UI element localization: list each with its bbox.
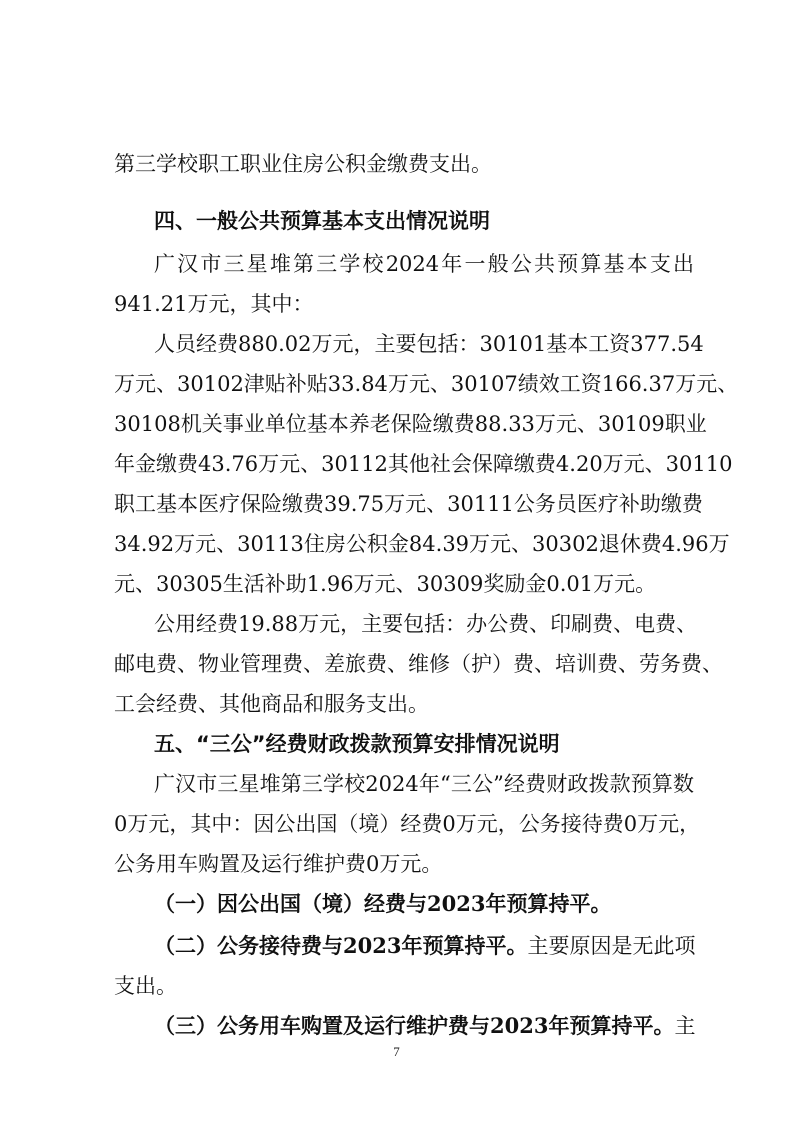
paragraph-line: 万元、30102津贴补贴33.84万元、30107绩效工资166.37万元、: [114, 372, 739, 396]
paragraph-line: 第三学校职工职业住房公积金缴费支出。: [114, 152, 492, 176]
paragraph-line: 人员经费880.02万元，主要包括：30101基本工资377.54: [154, 332, 704, 356]
paragraph-line: 广汉市三星堆第三学校2024年“三公”经费财政拨款预算数: [154, 772, 694, 796]
paragraph-line: 职工基本医疗保险缴费39.75万元、30111公务员医疗补助缴费: [114, 492, 703, 516]
subsection-heading-1: （一）因公出国（境）经费与2023年预算持平。: [154, 891, 612, 916]
paragraph-line: 广汉市三星堆第三学校2024年一般公共预算基本支出: [154, 252, 694, 276]
paragraph-line: 元、30305生活补助1.96万元、30309奖励金0.01万元。: [114, 572, 657, 596]
paragraph-line: [154, 932, 694, 960]
paragraph-text: 主: [674, 1014, 696, 1038]
page-number: 7: [393, 1044, 400, 1059]
paragraph-line: 年金缴费43.76万元、30112其他社会保障缴费4.20万元、30110: [114, 452, 733, 476]
paragraph-text: 主要原因是无此项: [527, 934, 696, 958]
paragraph-line: 30108机关事业单位基本养老保险缴费88.33万元、30109职业: [114, 412, 707, 436]
paragraph-line: 34.92万元、30113住房公积金84.39万元、30302退休费4.96万: [114, 532, 730, 556]
section-heading-5: 五、“三公”经费财政拨款预算安排情况说明: [154, 732, 560, 756]
paragraph-line: 0万元，其中：因公出国（境）经费0万元，公务接待费0万元，: [114, 812, 701, 836]
subsection-heading-2: （二）公务接待费与2023年预算持平。: [154, 933, 528, 958]
paragraph-line: 邮电费、物业管理费、差旅费、维修（护）费、培训费、劳务费、: [114, 652, 723, 676]
paragraph-line: 941.21万元，其中：: [114, 292, 314, 316]
paragraph-line: 公务用车购置及运行维护费0万元。: [114, 852, 443, 876]
section-heading-4: 四、一般公共预算基本支出情况说明: [154, 209, 490, 233]
paragraph-line: [154, 1012, 694, 1040]
subsection-heading-3: （三）公务用车购置及运行维护费与2023年预算持平。: [154, 1013, 675, 1038]
paragraph-line: 工会经费、其他商品和服务支出。: [114, 692, 429, 716]
paragraph-line: 公用经费19.88万元，主要包括：办公费、印刷费、电费、: [154, 612, 698, 636]
paragraph-line: 支出。: [114, 974, 177, 998]
